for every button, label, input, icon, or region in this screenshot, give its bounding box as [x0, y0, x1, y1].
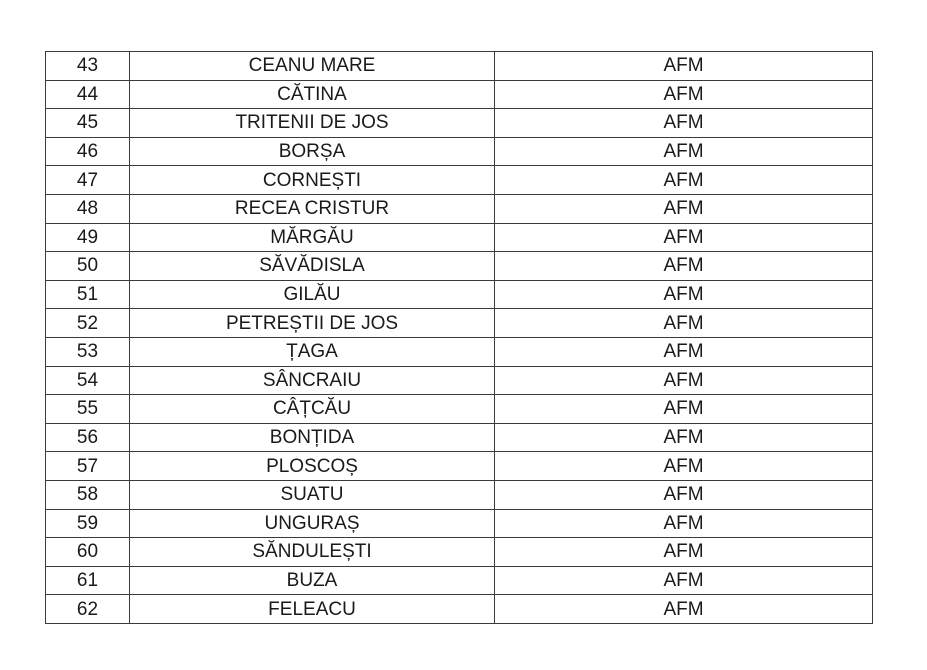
row-number-cell: 50: [46, 252, 130, 281]
row-number-cell: 56: [46, 423, 130, 452]
row-number-cell: 45: [46, 109, 130, 138]
funding-source-cell: AFM: [495, 566, 873, 595]
funding-source-cell: AFM: [495, 223, 873, 252]
locality-name-cell: BUZA: [130, 566, 495, 595]
funding-source-cell: AFM: [495, 423, 873, 452]
funding-source-cell: AFM: [495, 509, 873, 538]
table-row: [46, 337, 873, 366]
table-row: [46, 223, 873, 252]
table-row: [46, 52, 873, 81]
funding-source-cell: AFM: [495, 337, 873, 366]
funding-source-cell: AFM: [495, 366, 873, 395]
locality-name-cell: GILĂU: [130, 280, 495, 309]
table-row: [46, 423, 873, 452]
funding-source-cell: AFM: [495, 452, 873, 481]
table-row: [46, 452, 873, 481]
row-number-cell: 59: [46, 509, 130, 538]
table-row: [46, 109, 873, 138]
funding-source-cell: AFM: [495, 252, 873, 281]
locality-name-cell: SÂNCRAIU: [130, 366, 495, 395]
funding-source-cell: AFM: [495, 80, 873, 109]
locality-name-cell: TRITENII DE JOS: [130, 109, 495, 138]
locality-name-cell: SĂNDULEȘTI: [130, 538, 495, 567]
row-number-cell: 55: [46, 395, 130, 424]
row-number-cell: 46: [46, 137, 130, 166]
locality-name-cell: UNGURAȘ: [130, 509, 495, 538]
locality-name-cell: BORȘA: [130, 137, 495, 166]
row-number-cell: 60: [46, 538, 130, 567]
locality-name-cell: CORNEȘTI: [130, 166, 495, 195]
locality-name-cell: RECEA CRISTUR: [130, 194, 495, 223]
row-number-cell: 43: [46, 52, 130, 81]
table-row: [46, 509, 873, 538]
locality-name-cell: SUATU: [130, 480, 495, 509]
table-row: [46, 280, 873, 309]
locality-name-cell: BONȚIDA: [130, 423, 495, 452]
table-row: [46, 252, 873, 281]
locality-name-cell: CĂTINA: [130, 80, 495, 109]
funding-source-cell: AFM: [495, 166, 873, 195]
funding-source-cell: AFM: [495, 109, 873, 138]
funding-source-cell: AFM: [495, 538, 873, 567]
funding-source-cell: AFM: [495, 280, 873, 309]
locality-name-cell: CEANU MARE: [130, 52, 495, 81]
locality-table: [45, 51, 873, 624]
locality-name-cell: MĂRGĂU: [130, 223, 495, 252]
table-row: [46, 309, 873, 338]
row-number-cell: 48: [46, 194, 130, 223]
row-number-cell: 44: [46, 80, 130, 109]
locality-name-cell: PETREȘTII DE JOS: [130, 309, 495, 338]
locality-name-cell: SĂVĂDISLA: [130, 252, 495, 281]
row-number-cell: 49: [46, 223, 130, 252]
funding-source-cell: AFM: [495, 480, 873, 509]
funding-source-cell: AFM: [495, 137, 873, 166]
locality-name-cell: PLOSCOȘ: [130, 452, 495, 481]
funding-source-cell: AFM: [495, 595, 873, 624]
table-row: [46, 538, 873, 567]
row-number-cell: 61: [46, 566, 130, 595]
table-row: [46, 166, 873, 195]
table-row: [46, 595, 873, 624]
row-number-cell: 62: [46, 595, 130, 624]
row-number-cell: 52: [46, 309, 130, 338]
funding-source-cell: AFM: [495, 194, 873, 223]
row-number-cell: 58: [46, 480, 130, 509]
table-row: [46, 80, 873, 109]
table-row: [46, 395, 873, 424]
row-number-cell: 47: [46, 166, 130, 195]
row-number-cell: 57: [46, 452, 130, 481]
locality-name-cell: FELEACU: [130, 595, 495, 624]
locality-name-cell: ȚAGA: [130, 337, 495, 366]
row-number-cell: 54: [46, 366, 130, 395]
table-row: [46, 137, 873, 166]
funding-source-cell: AFM: [495, 309, 873, 338]
row-number-cell: 51: [46, 280, 130, 309]
table-body: [46, 52, 873, 624]
table-row: [46, 366, 873, 395]
funding-source-cell: AFM: [495, 395, 873, 424]
table-row: [46, 480, 873, 509]
table-row: [46, 566, 873, 595]
row-number-cell: 53: [46, 337, 130, 366]
funding-source-cell: AFM: [495, 52, 873, 81]
table-row: [46, 194, 873, 223]
locality-name-cell: CÂȚCĂU: [130, 395, 495, 424]
